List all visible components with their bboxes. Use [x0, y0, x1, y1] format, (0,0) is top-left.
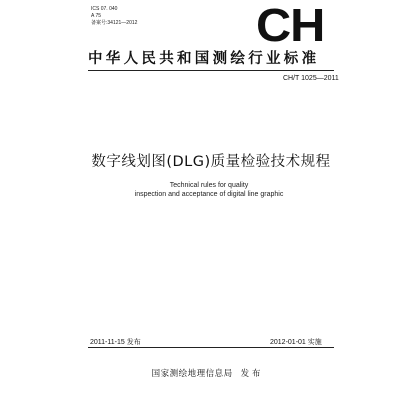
- ch-logo: CH: [256, 0, 325, 51]
- standard-category-title: 中华人民共和国测绘行业标准: [88, 51, 320, 67]
- document-title-cn: 数字线划图(DLG)质量检验技术规程: [91, 154, 331, 170]
- standard-number: CH/T 1025—2011: [283, 75, 339, 82]
- issuer-name: 国家测绘地理信息局: [151, 369, 233, 379]
- filing-number: 备案号:34121—2012: [91, 20, 138, 26]
- issue-date: 2011-11-15 发布: [90, 339, 141, 346]
- document-title-en-line2: inspection and acceptance of digital line graphic: [134, 191, 284, 198]
- issuer-block: [0, 367, 400, 379]
- top-divider: [88, 70, 334, 71]
- classification-code: A 75: [91, 13, 102, 19]
- bottom-divider: [88, 347, 334, 348]
- implementation-date: 2012-01-01 实施: [270, 339, 322, 346]
- ics-code: ICS 07. 040: [91, 6, 118, 12]
- release-label: 发 布: [240, 369, 261, 379]
- document-title-en-line1: Technical rules for quality: [169, 182, 249, 189]
